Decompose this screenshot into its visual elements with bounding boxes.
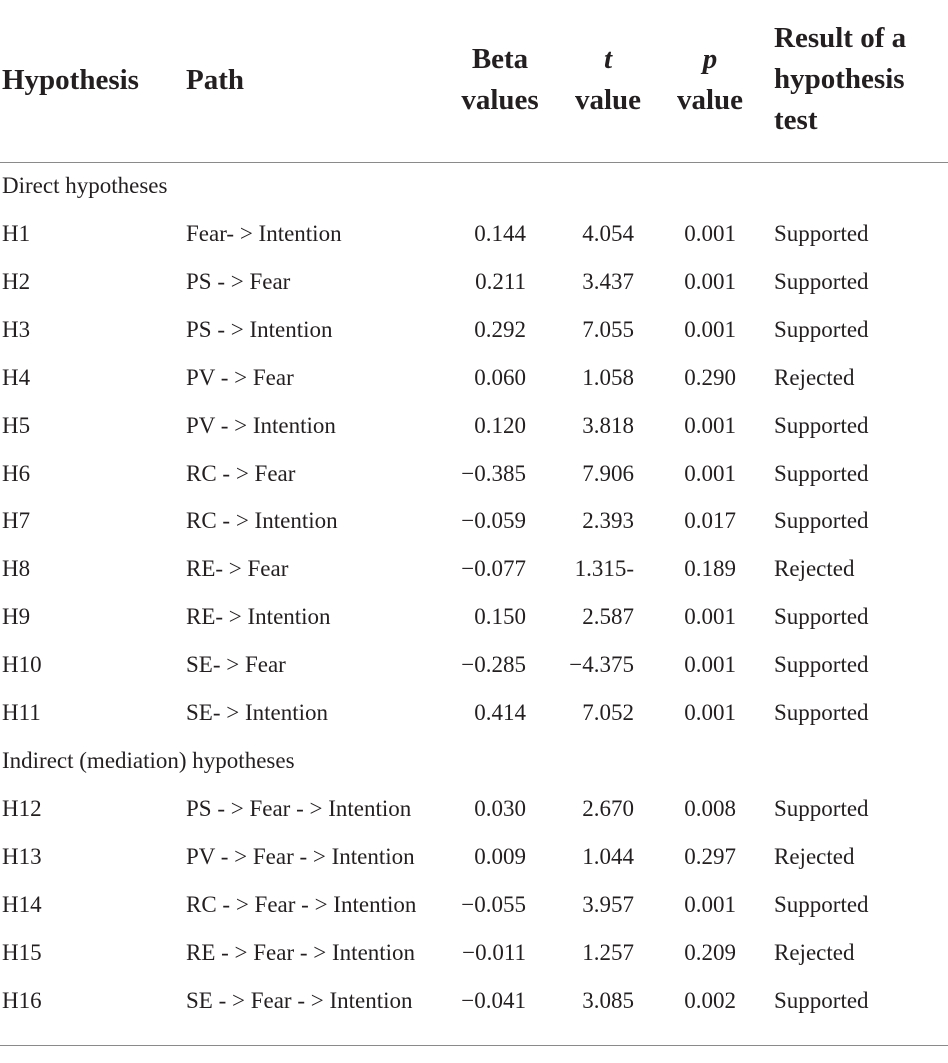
header-result-line-1: Result of a — [774, 22, 907, 54]
header-p-line-1: p — [702, 43, 718, 75]
cell-path: SE- > Fear — [186, 652, 286, 678]
header-t-line-2: value — [574, 84, 642, 116]
header-p-line-2: value — [676, 84, 744, 116]
cell-result: Rejected — [774, 556, 855, 582]
cell-beta-value: 0.150 — [474, 604, 526, 630]
cell-p-value: 0.002 — [684, 987, 736, 1013]
cell-path: SE - > Fear - > Intention — [186, 987, 413, 1013]
cell-t-value: 7.055 — [582, 316, 634, 342]
cell-hypothesis: H16 — [2, 987, 42, 1013]
cell-result: Supported — [774, 412, 869, 438]
cell-path: PV - > Intention — [186, 412, 336, 438]
header-beta-line-2: values — [461, 84, 539, 116]
cell-beta-value: 0.009 — [474, 843, 526, 869]
cell-beta-value: 0.292 — [474, 316, 526, 342]
header-result — [774, 18, 946, 141]
cell-t-value: 3.957 — [582, 891, 634, 917]
cell-t-value: 3.437 — [582, 268, 634, 294]
cell-t-value: 4.054 — [582, 221, 634, 246]
cell-t-value: 1.044 — [582, 843, 634, 869]
cell-beta-value: −0.055 — [461, 891, 526, 917]
table-row — [0, 210, 948, 258]
cell-t-value: 7.906 — [582, 460, 634, 486]
cell-t-value: 2.393 — [582, 508, 634, 534]
cell-result: Rejected — [774, 364, 855, 390]
cell-hypothesis: H12 — [2, 796, 42, 821]
header-result-line-2: hypothesis — [774, 63, 905, 95]
cell-path: RE- > Intention — [186, 604, 331, 630]
cell-hypothesis: H3 — [2, 316, 31, 342]
cell-hypothesis: H4 — [2, 364, 31, 390]
cell-hypothesis: H13 — [2, 843, 42, 869]
cell-beta-value: −0.285 — [461, 652, 526, 678]
cell-t-value: −4.375 — [569, 652, 634, 678]
cell-p-value: 0.297 — [684, 843, 736, 869]
table-row — [0, 833, 948, 881]
cell-path: PV - > Fear - > Intention — [186, 843, 415, 869]
cell-t-value: 2.670 — [582, 796, 634, 821]
table-row — [0, 354, 948, 402]
cell-path: RE - > Fear - > Intention — [186, 939, 416, 965]
cell-beta-value: 0.211 — [475, 268, 526, 294]
header-beta-values — [456, 39, 544, 121]
table-row — [0, 258, 948, 306]
cell-p-value: 0.290 — [684, 364, 736, 390]
cell-p-value: 0.001 — [684, 460, 736, 486]
header-p-value — [670, 39, 750, 121]
table-row — [0, 641, 948, 689]
cell-t-value: 3.085 — [582, 987, 634, 1013]
cell-path: RC - > Fear - > Intention — [186, 891, 417, 917]
cell-t-value: 3.818 — [582, 412, 634, 438]
cell-result: Supported — [774, 652, 869, 678]
cell-hypothesis: H15 — [2, 939, 42, 965]
cell-p-value: 0.189 — [684, 556, 736, 582]
cell-result: Supported — [774, 508, 869, 534]
header-result-line-3: test — [774, 104, 818, 136]
table-row — [0, 977, 948, 1025]
cell-hypothesis: H9 — [2, 604, 31, 630]
cell-result: Rejected — [774, 939, 855, 965]
cell-path: RE- > Fear — [186, 556, 289, 582]
cell-p-value: 0.001 — [684, 891, 736, 917]
cell-p-value: 0.001 — [684, 268, 736, 294]
cell-path: RC - > Fear — [186, 460, 296, 486]
cell-t-value: 1.315- — [574, 556, 634, 582]
cell-result: Supported — [774, 700, 869, 725]
cell-t-value: 7.052 — [582, 700, 634, 725]
table-row — [0, 881, 948, 929]
header-hypothesis: Hypothesis — [2, 64, 139, 96]
section-direct-hypotheses: Direct hypotheses — [2, 173, 168, 198]
table-row — [0, 689, 948, 737]
table-row — [0, 545, 948, 593]
cell-result: Supported — [774, 796, 869, 821]
cell-beta-value: 0.060 — [474, 364, 526, 390]
cell-p-value: 0.008 — [684, 796, 736, 821]
cell-beta-value: 0.414 — [474, 700, 526, 725]
cell-hypothesis: H8 — [2, 556, 31, 582]
cell-beta-value: −0.385 — [461, 460, 526, 486]
table-row — [0, 450, 948, 498]
table-header — [0, 0, 948, 162]
header-t-value — [568, 39, 648, 121]
cell-hypothesis: H14 — [2, 891, 42, 917]
cell-p-value: 0.001 — [684, 652, 736, 678]
cell-p-value: 0.001 — [684, 700, 736, 725]
cell-result: Supported — [774, 268, 869, 294]
table-row — [0, 402, 948, 450]
cell-path: SE- > Intention — [186, 700, 329, 725]
cell-p-value: 0.001 — [684, 316, 736, 342]
cell-path: Fear- > Intention — [186, 221, 342, 246]
cell-path: PS - > Fear - > Intention — [186, 796, 412, 821]
header-path: Path — [186, 64, 244, 96]
cell-p-value: 0.209 — [684, 939, 736, 965]
cell-p-value: 0.017 — [684, 508, 736, 534]
cell-path: PS - > Fear — [186, 268, 291, 294]
cell-hypothesis: H11 — [2, 700, 41, 725]
table-row — [0, 785, 948, 833]
cell-result: Supported — [774, 316, 869, 342]
section-indirect-hypotheses: Indirect (mediation) hypotheses — [2, 748, 295, 773]
cell-t-value: 1.257 — [582, 939, 634, 965]
cell-hypothesis: H1 — [2, 221, 31, 246]
cell-hypothesis: H7 — [2, 508, 31, 534]
cell-p-value: 0.001 — [684, 604, 736, 630]
header-beta-line-1: Beta — [471, 43, 529, 75]
cell-t-value: 2.587 — [582, 604, 634, 630]
table-bottom-rule — [0, 1045, 948, 1046]
table-row — [0, 593, 948, 641]
cell-result: Supported — [774, 221, 869, 246]
cell-p-value: 0.001 — [684, 221, 736, 246]
cell-beta-value: −0.041 — [461, 987, 526, 1013]
cell-result: Supported — [774, 891, 869, 917]
cell-t-value: 1.058 — [582, 364, 634, 390]
cell-path: PS - > Intention — [186, 316, 333, 342]
cell-result: Supported — [774, 604, 869, 630]
cell-path: PV - > Fear — [186, 364, 294, 390]
cell-hypothesis: H6 — [2, 460, 31, 486]
table-row — [0, 929, 948, 977]
table-row — [0, 306, 948, 354]
cell-result: Rejected — [774, 843, 855, 869]
cell-path: RC - > Intention — [186, 508, 338, 534]
cell-p-value: 0.001 — [684, 412, 736, 438]
table-row — [0, 497, 948, 545]
cell-beta-value: 0.030 — [474, 796, 526, 821]
cell-beta-value: 0.120 — [474, 412, 526, 438]
cell-beta-value: −0.077 — [461, 556, 526, 582]
cell-hypothesis: H5 — [2, 412, 31, 438]
cell-beta-value: −0.011 — [462, 939, 526, 965]
cell-result: Supported — [774, 460, 869, 486]
cell-result: Supported — [774, 987, 869, 1013]
cell-hypothesis: H2 — [2, 268, 31, 294]
header-t-line-1: t — [603, 43, 613, 75]
cell-beta-value: −0.059 — [461, 508, 526, 534]
cell-hypothesis: H10 — [2, 652, 42, 678]
cell-beta-value: 0.144 — [474, 221, 526, 246]
